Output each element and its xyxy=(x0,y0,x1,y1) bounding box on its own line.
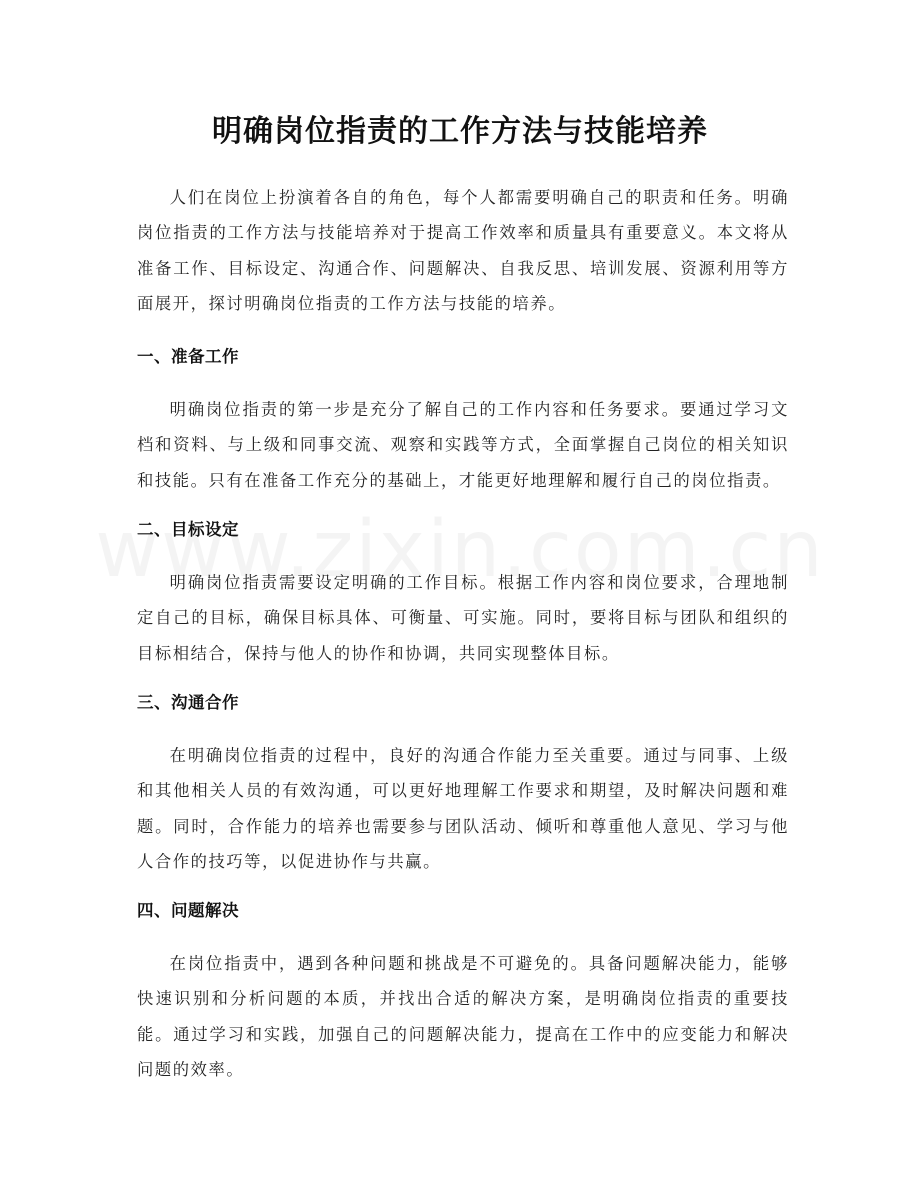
section-body-communication: 在明确岗位指责的过程中，良好的沟通合作能力至关重要。通过与同事、上级和其他相关人员的有效沟通，可以更好地理解工作要求和期望，及时解决问题和难题。同时，合作能力的培养也需要参与团队活动、倾听和尊重他人意见、学习与他人合作的技巧等，以促进协作与共赢。 xyxy=(137,746,789,871)
section-body-preparation: 明确岗位指责的第一步是充分了解自己的工作内容和任务要求。要通过学习文档和资料、与上级和同事交流、观察和实践等方式，全面掌握自己岗位的相关知识和技能。只有在准备工作充分的基础上，才能更好地理解和履行自己的岗位指责。 xyxy=(137,400,789,490)
document-title: 明确岗位指责的工作方法与技能培养 xyxy=(212,114,708,149)
section-body-problem-solving: 在岗位指责中，遇到各种问题和挑战是不可避免的。具备问题解决能力，能够快速识别和分析问题的本质，并找出合适的解决方案，是明确岗位指责的重要技能。通过学习和实践，加强自己的问题解决能力，提高在工作中的应变能力和解决问题的效率。 xyxy=(137,954,789,1079)
section-heading-communication: 三、沟通合作 xyxy=(137,693,239,712)
section-heading-preparation: 一、准备工作 xyxy=(137,347,239,366)
section-heading-problem-solving: 四、问题解决 xyxy=(137,901,239,920)
section-heading-goal-setting: 二、目标设定 xyxy=(137,520,239,539)
section-body-goal-setting: 明确岗位指责需要设定明确的工作目标。根据工作内容和岗位要求，合理地制定自己的目标，确保目标具体、可衡量、可实施。同时，要将目标与团队和组织的目标相结合，保持与他人的协作和协调，共同实现整体目标。 xyxy=(137,573,789,663)
intro-paragraph: 人们在岗位上扮演着各自的角色，每个人都需要明确自己的职责和任务。明确岗位指责的工作方法与技能培养对于提高工作效率和质量具有重要意义。本文将从准备工作、目标设定、沟通合作、问题解决、自我反思、培训发展、资源利用等方面展开，探讨明确岗位指责的工作方法与技能的培养。 xyxy=(137,188,789,313)
